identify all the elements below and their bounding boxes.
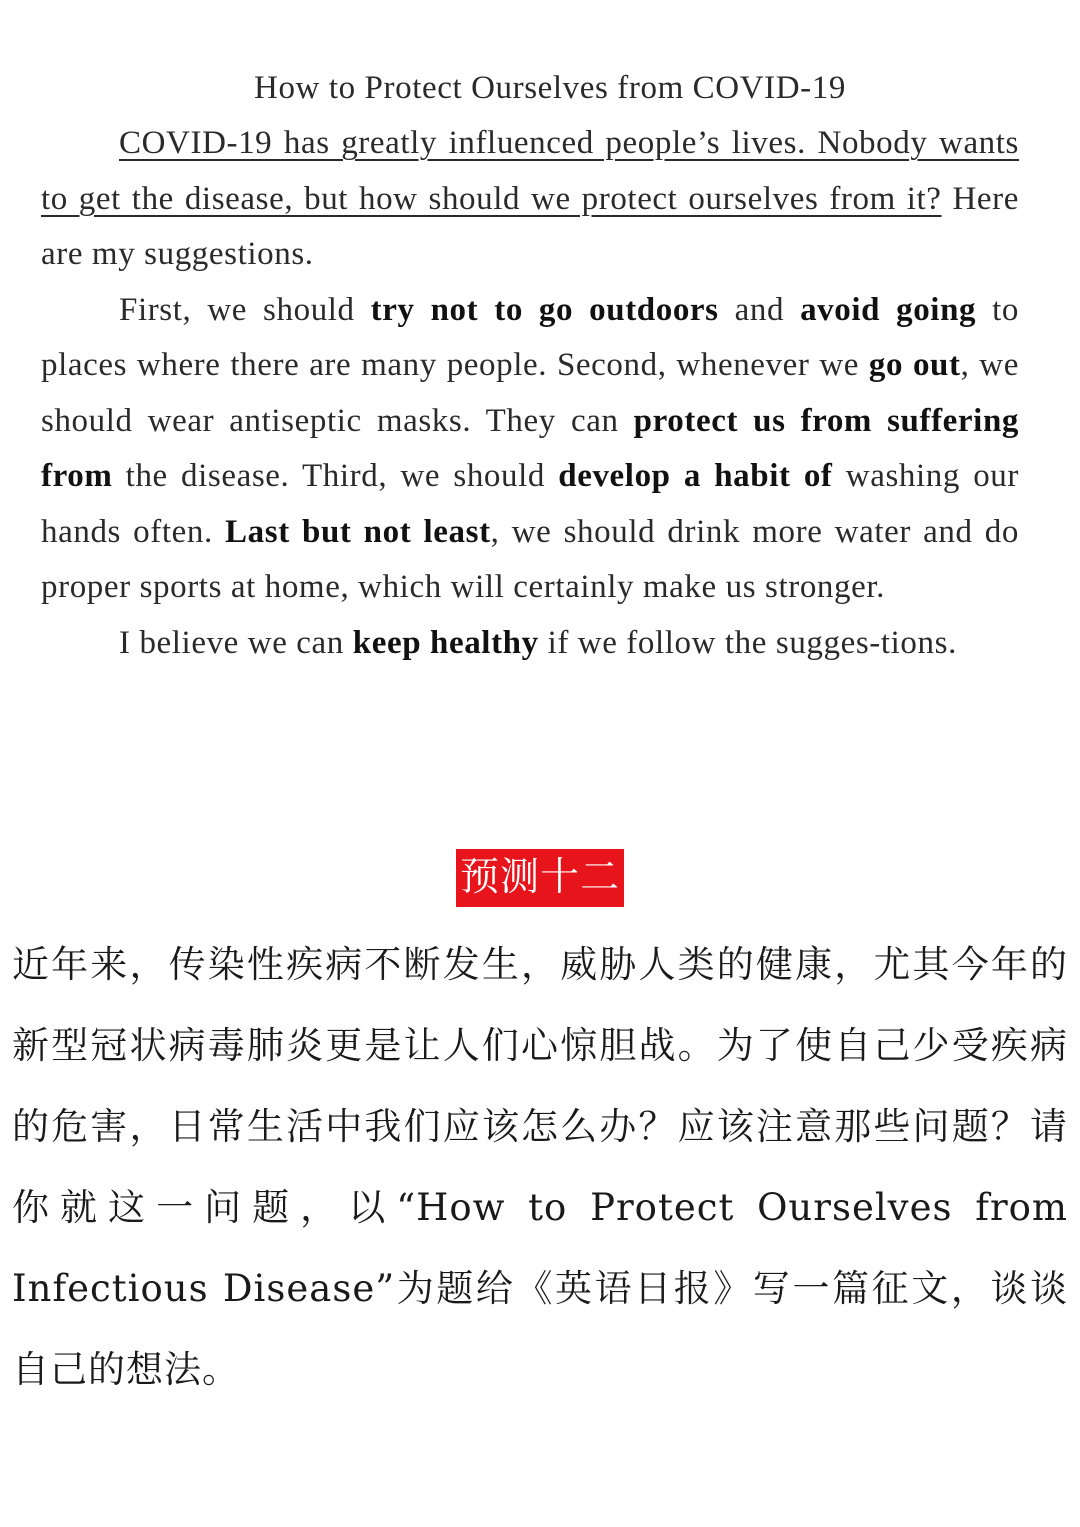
writing-prompt: 近年来，传染性疾病不断发生，威胁人类的健康，尤其今年的新型冠状病毒肺炎更是让人们心惊胆战。为了使自己少受疾病的危害，日常生活中我们应该怎么办？应该注意那些问题？请你就这一问题，以“How to Protect Ourselves from Infectious Disease”为题给《英语日报》写一篇征文，谈谈自己的想法。 [12, 943, 1068, 1391]
bold-phrase: go out [868, 347, 961, 383]
essay-title: How to Protect Ourselves from COVID-19 [254, 70, 846, 106]
bold-phrase: develop a habit of [558, 458, 833, 494]
essay-paragraph-intro [41, 116, 1019, 283]
text-run: washing our hands often. [41, 458, 1019, 550]
text-run: I believe we can [119, 624, 353, 661]
bold-phrase: keep healthy [352, 624, 539, 661]
intro-rest-text: Here are my suggestions. [41, 180, 1019, 272]
badge-row [0, 849, 1080, 907]
text-run: to places where there are many people. Second, whenever we [41, 291, 1019, 383]
bold-phrase: Last but not least [225, 513, 491, 550]
text-run: the disease. Third, we should [112, 458, 559, 494]
bold-phrase: try not to go outdoors [370, 291, 719, 328]
essay-paragraph-suggestions [41, 283, 1019, 616]
prediction-badge: 预测十二 [456, 849, 624, 907]
bold-phrase: avoid going [800, 291, 977, 328]
underlined-intro-text: COVID-19 has greatly influenced people’s lives. Nobody wants to get the disease, but how should we protect ourselves from it? [41, 125, 1019, 217]
text-run: if we follow the sugges-tions. [538, 624, 957, 661]
bold-phrase: protect us from suffering from [41, 402, 1019, 494]
text-run: First, we should [119, 291, 371, 328]
text-run: , we should drink more water and do proper sports at home, which will certainly make us stronger. [41, 513, 1019, 605]
essay [41, 60, 1019, 671]
text-run: , we should wear antiseptic masks. They can [41, 347, 1019, 439]
text-run: and [718, 291, 801, 328]
essay-paragraph-conclusion [41, 616, 1019, 672]
